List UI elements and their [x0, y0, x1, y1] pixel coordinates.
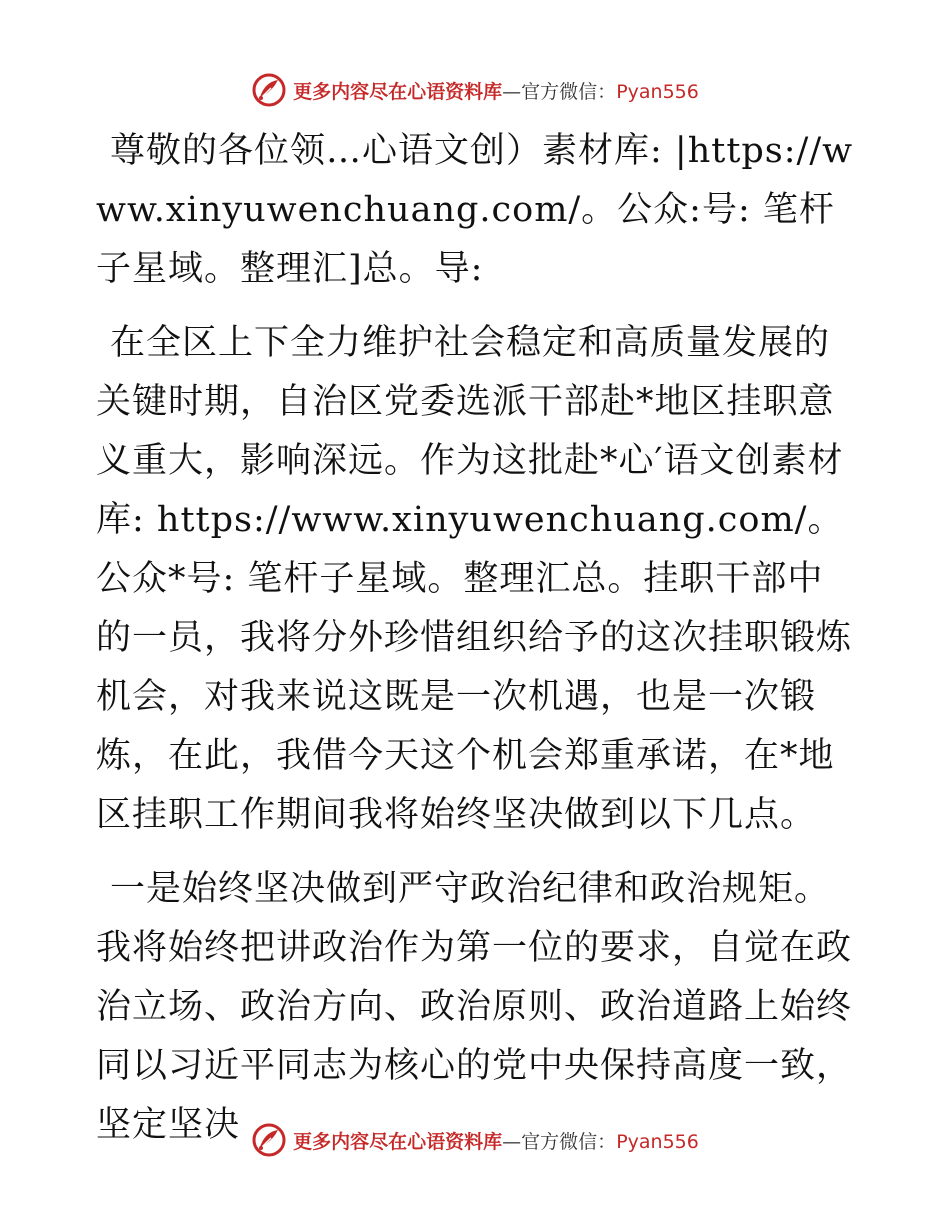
banner-dash: — — [502, 80, 522, 103]
banner-dash: — — [502, 1130, 522, 1153]
quill-logo-icon — [251, 1122, 287, 1158]
document-body — [96, 122, 856, 1170]
banner-wechat-label: 官方微信： — [521, 80, 617, 103]
footer-banner-text — [293, 1127, 699, 1154]
footer-banner — [0, 1118, 950, 1162]
paragraph-intro: 尊敬的各位领…心语文创）素材库: |https://www.xinyuwenchuang.com/。公众:号: 笔杆子星域。整理汇]总。导: — [96, 131, 854, 289]
paragraph-point-one: 一是始终坚决做到严守政治纪律和政治规矩。我将始终把讲政治作为第一位的要求，自觉在政治立场、政治方向、政治原则、政治道路上始终同以习近平同志为核心的党中央保持高度一致，坚定坚决 — [96, 869, 853, 1145]
banner-title: 更多内容尽在心语资料库 — [293, 80, 503, 103]
header-banner — [0, 68, 950, 112]
paragraph-commitment: 在全区上下全力维护社会稳定和高质量发展的关键时期，自治区党委选派干部赴*地区挂职意义重大，影响深远。作为这批赴*心′语文创素材库: https://www.xinyuwenchuang.com/。公众*号: 笔杆子星域。整理汇总。挂职干部中的一员，我将分外珍惜组织给予的这次挂职锻炼机会，对我来说这既是一次机遇，也是一次锻炼，在此，我借今天这个机会郑重承诺，在*地区挂职工作期间我将始终坚决做到以下几点。 — [96, 323, 853, 835]
banner-wechat-label: 官方微信： — [521, 1130, 617, 1153]
banner-wechat-id: Pyan556 — [616, 1130, 699, 1153]
quill-logo-icon — [251, 72, 287, 108]
banner-wechat-id: Pyan556 — [616, 80, 699, 103]
banner-title: 更多内容尽在心语资料库 — [293, 1130, 503, 1153]
header-banner-text — [293, 77, 699, 104]
